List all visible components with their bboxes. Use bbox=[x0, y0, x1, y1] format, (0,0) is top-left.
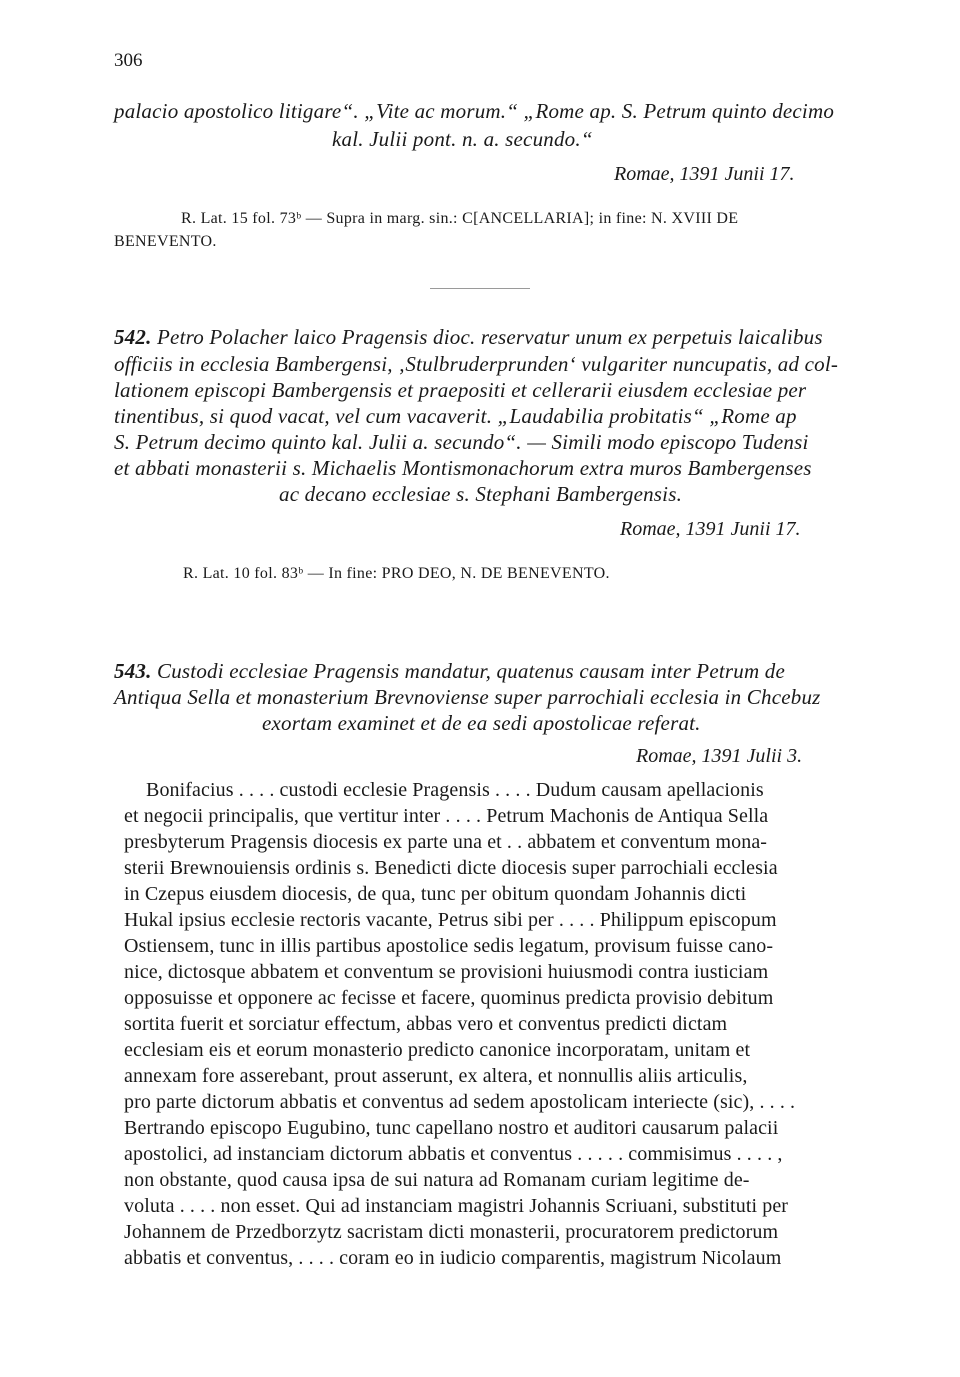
body-text-line: nice, dictosque abbatem et conventum se provisioni huiusmodi contra iusticiam bbox=[124, 961, 769, 983]
intro-register-line-1: R. Lat. 15 fol. 73ᵇ — Supra in marg. sin.: C[ANCELLARIA]; in fine: N. XVIII DE bbox=[181, 210, 739, 227]
entry-542-first-line bbox=[114, 325, 823, 350]
entry-543-number: 543. bbox=[114, 659, 152, 683]
body-text-line: Ostiensem, tunc in illis partibus apostolice sedis legatum, provisum fuisse cano- bbox=[124, 935, 774, 957]
entry-542-line-3: lationem episcopi Bambergensis et praepositi et cellerarii eiusdem ecclesiae per bbox=[114, 378, 807, 402]
page-number: 306 bbox=[114, 50, 143, 71]
entry-543-line-1: Custodi ecclesiae Pragensis mandatur, quatenus causam inter Petrum de bbox=[157, 659, 785, 683]
body-text-line: Bonifacius . . . . custodi ecclesie Pragensis . . . . Dudum causam apellacionis bbox=[146, 779, 764, 801]
entry-543-date: Romae, 1391 Julii 3. bbox=[636, 745, 803, 767]
entry-542-number: 542. bbox=[114, 325, 152, 349]
intro-line-1: palacio apostolico litigare“. „Vite ac morum.“ „Rome ap. S. Petrum quinto decimo bbox=[114, 99, 835, 123]
body-text-line: ecclesiam eis et eorum monasterio predicto canonice incorporatam, unitam et bbox=[124, 1039, 751, 1061]
entry-542-line-5: S. Petrum decimo quinto kal. Julii a. secundo“. — Simili modo episcopo Tudensi bbox=[114, 430, 809, 454]
entry-543-first-line bbox=[114, 659, 785, 684]
body-text-line: Johannem de Przedborzytz sacristam dicti monasterii, procuratorem predictorum bbox=[124, 1221, 779, 1243]
entry-542-date: Romae, 1391 Junii 17. bbox=[620, 518, 801, 540]
body-text-line: non obstante, quod causa ipsa de sui natura ad Romanam curiam legitime de- bbox=[124, 1169, 750, 1191]
entry-543-line-3: exortam examinet et de ea sedi apostolicae referat. bbox=[262, 711, 701, 735]
body-text-line: apostolici, ad instanciam dictorum abbatis et conventus . . . . . commisimus . . . . , bbox=[124, 1143, 783, 1165]
body-text-line: Bertrando episcopo Eugubino, tunc capellano nostro et auditori causarum palacii bbox=[124, 1117, 779, 1139]
intro-register-line-2: BENEVENTO. bbox=[114, 233, 217, 250]
body-text-line: voluta . . . . non esset. Qui ad instanciam magistri Johannis Scriuani, substituti per bbox=[124, 1195, 789, 1217]
entry-542-line-7: ac decano ecclesiae s. Stephani Bambergensis. bbox=[279, 482, 683, 506]
intro-date: Romae, 1391 Junii 17. bbox=[614, 163, 795, 185]
body-text-line: sterii Brewnouiensis ordinis s. Benedicti dicte diocesis super parrochiali ecclesia bbox=[124, 857, 778, 879]
body-text-line: annexam fore asserebant, prout asserunt, ex altera, et nonnullis aliis articulis, bbox=[124, 1065, 748, 1087]
body-text-line: et negocii principalis, que vertitur inter . . . . Petrum Machonis de Antiqua Sella bbox=[124, 805, 769, 827]
entry-542-line-6: et abbati monasterii s. Michaelis Montismonachorum extra muros Bambergenses bbox=[114, 456, 812, 480]
body-text-line: in Czepus eiusdem diocesis, de qua, tunc per obitum quondam Johannis dicti bbox=[124, 883, 747, 905]
entry-542-line-2: officiis in ecclesia Bambergensi, ‚Stulbruderprunden‘ vulgariter nuncupatis, ad col- bbox=[114, 352, 839, 376]
body-text-line: presbyterum Pragensis diocesis ex parte una et . . abbatem et conventum mona- bbox=[124, 831, 768, 853]
body-text-line: sortita fuerit et sorciatur effectum, abbas vero et conventus predicti dictam bbox=[124, 1013, 728, 1035]
body-text-line: abbatis et conventus, . . . . coram eo in iudicio comparentis, magistrum Nicolaum bbox=[124, 1247, 782, 1269]
entry-542-line-4: tinentibus, si quod vacat, vel cum vacaverit. „Laudabilia probitatis“ „Rome ap bbox=[114, 404, 797, 428]
body-text-line: opposuisse et opponere ac fecisse et facere, quominus predicta provisio debitum bbox=[124, 987, 774, 1009]
entry-543-line-2: Antiqua Sella et monasterium Brevnoviense super parrochiali ecclesia in Chcebuz bbox=[114, 685, 821, 709]
intro-line-2: kal. Julii pont. n. a. secundo.“ bbox=[332, 127, 593, 151]
body-text-line: pro parte dictorum abbatis et conventus ad sedem apostolicam interiecte (sic), . . . . bbox=[124, 1091, 796, 1113]
section-divider bbox=[430, 288, 530, 289]
body-text-line: Hukal ipsius ecclesie rectoris vacante, Petrus sibi per . . . . Philippum episcopum bbox=[124, 909, 777, 931]
entry-542-register: R. Lat. 10 fol. 83ᵇ — In fine: PRO DEO, N. DE BENEVENTO. bbox=[183, 565, 610, 582]
entry-542-line-1: Petro Polacher laico Pragensis dioc. reservatur unum ex perpetuis laicalibus bbox=[157, 325, 823, 349]
